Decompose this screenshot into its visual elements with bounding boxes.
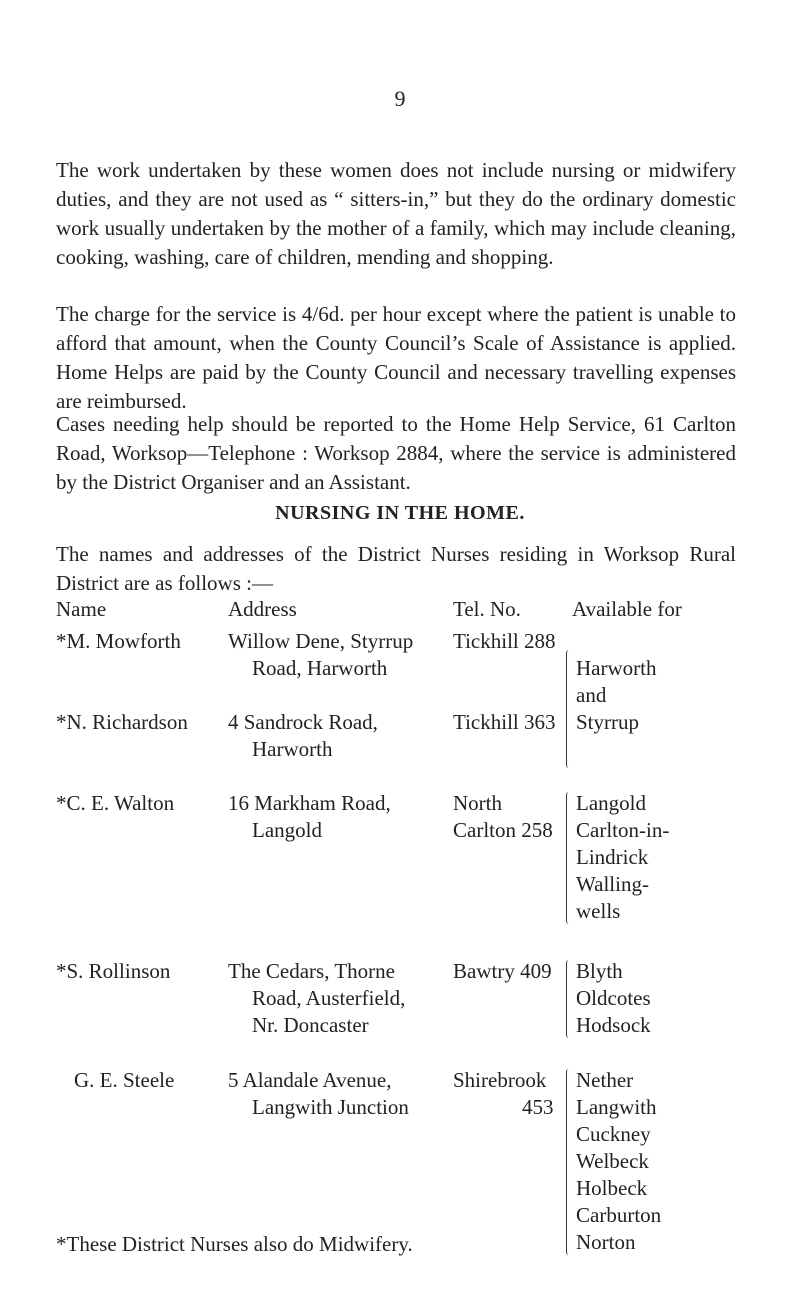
paragraph-cases: Cases needing help should be reported to the Home Help Service, 61 Carlton Road, Worksop—Telephone : Worksop 2884, where the service is administered by the District Organiser and an Assistant. <box>56 412 736 494</box>
available-place: Nether <box>576 1068 634 1092</box>
available-place: Harworth <box>576 656 657 680</box>
nurse-name: *M. Mowforth <box>56 629 181 653</box>
address-line: Langwith Junction <box>252 1095 409 1119</box>
tel-number: Tickhill 363 <box>453 710 556 734</box>
brace <box>566 650 573 768</box>
tel-number: Tickhill 288 <box>453 629 556 653</box>
nurse-name: *N. Richardson <box>56 710 188 734</box>
header-available: Available for <box>572 597 682 621</box>
tel-line: Shirebrook <box>453 1068 547 1092</box>
available-place: Welbeck <box>576 1149 649 1173</box>
footnote: *These District Nurses also do Midwifery. <box>56 1232 413 1256</box>
tel-line: 453 <box>522 1095 554 1119</box>
available-place: Walling- <box>576 872 649 896</box>
address-line: Road, Harworth <box>252 656 388 680</box>
available-place: Langold <box>576 791 646 815</box>
available-place: Holbeck <box>576 1176 648 1200</box>
available-place: and <box>576 683 607 707</box>
address-line: 4 Sandrock Road, <box>228 710 378 734</box>
available-place: Cuckney <box>576 1122 651 1146</box>
available-place: Blyth <box>576 959 623 983</box>
available-place: Oldcotes <box>576 986 651 1010</box>
tel-number: Bawtry 409 <box>453 959 552 983</box>
tel-line: North <box>453 791 502 815</box>
available-place: Carburton <box>576 1203 662 1227</box>
header-name: Name <box>56 597 107 621</box>
paragraph-intro: The names and addresses of the District Nurses residing in Worksop Rural District are as follows :— <box>56 542 736 595</box>
address-line: The Cedars, Thorne <box>228 959 395 983</box>
page-number: 9 <box>394 86 406 111</box>
brace <box>566 792 573 924</box>
paragraph-charge: The charge for the service is 4/6d. per hour except where the patient is unable to afford that amount, when the County Council’s Scale of Assistance is applied. Home Helps are paid by the County Council and necessary travelling expenses are reimbursed. <box>56 302 736 413</box>
available-place: Hodsock <box>576 1013 651 1037</box>
nurse-name: *C. E. Walton <box>56 791 175 815</box>
address-line: Harworth <box>252 737 333 761</box>
available-place: Norton <box>576 1230 636 1254</box>
address-line: 5 Alandale Avenue, <box>228 1068 392 1092</box>
address-line: Road, Austerfield, <box>252 986 406 1010</box>
nurse-name: *S. Rollinson <box>56 959 171 983</box>
brace <box>566 960 573 1038</box>
tel-line: Carlton 258 <box>453 818 553 842</box>
paragraph-work-undertaken: The work undertaken by these women does not include nursing or midwifery duties, and they are not used as “ sitters-in,” but they do the ordinary domestic work usually undertaken by the mother of a family, which may include cleaning, cooking, washing, care of children, mending and shopping. <box>56 158 736 269</box>
header-address: Address <box>228 597 297 621</box>
address-line: Nr. Doncaster <box>252 1013 369 1037</box>
address-line: Willow Dene, Styrrup <box>228 629 414 653</box>
available-place: Carlton-in- <box>576 818 670 842</box>
address-line: 16 Markham Road, <box>228 791 391 815</box>
header-tel: Tel. No. <box>453 597 521 621</box>
address-line: Langold <box>252 818 322 842</box>
brace <box>566 1069 573 1255</box>
available-place: Langwith <box>576 1095 657 1119</box>
available-place: Styrrup <box>576 710 639 734</box>
section-heading: NURSING IN THE HOME. <box>275 502 525 524</box>
available-place: wells <box>576 899 621 923</box>
available-place: Lindrick <box>576 845 649 869</box>
nurse-name: G. E. Steele <box>74 1068 175 1092</box>
